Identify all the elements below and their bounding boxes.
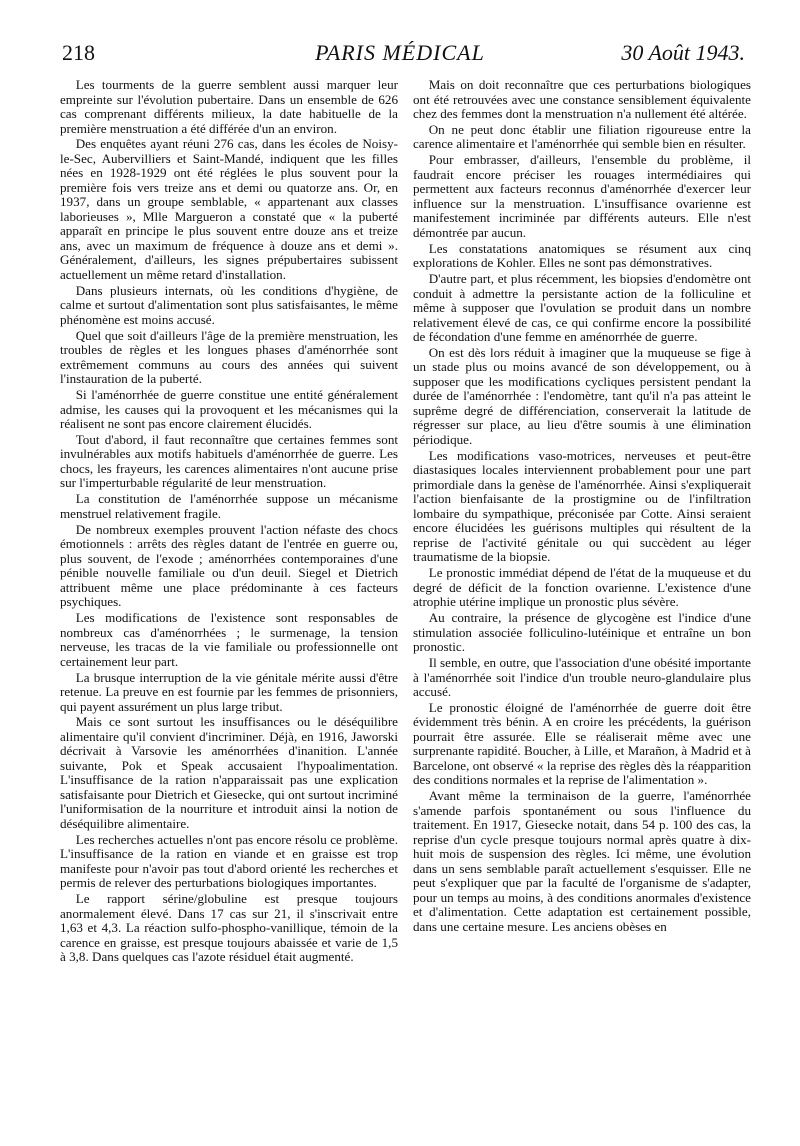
paragraph: Il semble, en outre, que l'association d'une obésité importante à l'aménorrhée soit l'indice d'un trouble neuro-glandulaire plus accusé.	[413, 655, 751, 700]
paragraph: Le rapport sérine/globuline est presque toujours anormalement élevé. Dans 17 cas sur 21, il s'inscrivait entre 1,63 et 4,3. La réaction sulfo-phospho-vanillique, témoin de la carence en graisse, est presque toujours abaissée et varie de 1,5 à 3,8. Dans quelques cas l'azote résiduel était augmenté.	[60, 891, 398, 965]
journal-title: PARIS MÉDICAL	[315, 40, 485, 65]
paragraph: Tout d'abord, il faut reconnaître que certaines femmes sont invulnérables aux motifs habituels d'aménorrhée de guerre. Les chocs, les frayeurs, les carences alimentaires n'ont aucune prise sur l'imperturbable régularité de leur menstruation.	[60, 431, 398, 491]
left-column	[60, 78, 398, 966]
paragraph: La constitution de l'aménorrhée suppose un mécanisme menstruel relativement fragile.	[60, 491, 398, 521]
right-column	[413, 78, 751, 936]
paragraph: Mais ce sont surtout les insuffisances ou le déséquilibre alimentaire qu'il convient d'incriminer. Déjà, en 1916, Jaworski décrivait à Varsovie les aménorrhées d'inanition. L'année suivante, Pok et Speak accusaient l'hypoalimentation. L'insuffisance de la ration n'apparaissait pas une explication satisfaisante pour Dietrich et Giesecke, qui ont surtout incriminé l'uniformisation de la nourriture et introduit ainsi la notion de déséquilibre alimentaire.	[60, 714, 398, 831]
page-header	[0, 0, 800, 72]
paragraph: D'autre part, et plus récemment, les biopsies d'endomètre ont conduit à admettre la persistante action de la folliculine et même à supposer que l'ovulation se produit dans un nombre relativement élevé de cas, ce qui confirme encore la possibilité de fécondation d'une femme en aménorrhée de guerre.	[413, 271, 751, 345]
paragraph: Mais on doit reconnaître que ces perturbations biologiques ont été retrouvées avec une constance sensiblement équivalente chez des femmes dont la menstruation n'a nullement été altérée.	[413, 77, 751, 121]
paragraph: On ne peut donc établir une filiation rigoureuse entre la carence alimentaire et l'aménorrhée qui semble bien en résulter.	[413, 121, 751, 152]
paragraph: Les constatations anatomiques se résument aux cinq explorations de Kohler. Elles ne sont pas démonstratives.	[413, 240, 751, 271]
paragraph: Dans plusieurs internats, où les conditions d'hygiène, de calme et surtout d'alimentation sont plus satisfaisantes, le même phénomène est moins accusé.	[60, 282, 398, 327]
paragraph: Les recherches actuelles n'ont pas encore résolu ce problème. L'insuffisance de la ration en viande et en graisse est trop manifeste pour n'avoir pas tout d'abord orienté les recherches et permis de relever des perturbations biologiques importantes.	[60, 831, 398, 891]
paragraph: Les tourments de la guerre semblent aussi marquer leur empreinte sur l'évolution pubertaire. Dans un ensemble de 626 cas comprenant différents milieux, la date habituelle de la première menstruation a été différée d'un an environ.	[60, 77, 398, 136]
paragraph: Au contraire, la présence de glycogène est l'indice d'une stimulation associée folliculino-lutéinique et entraîne un bon pronostic.	[413, 610, 751, 655]
paragraph: La brusque interruption de la vie génitale mérite aussi d'être retenue. La preuve en est fournie par les femmes de prisonniers, qui payent assurément un plus large tribut.	[60, 669, 398, 714]
paragraph: Avant même la terminaison de la guerre, l'aménorrhée s'amende parfois spontanément ou sous l'influence du traitement. En 1917, Giesecke notait, dans 54 p. 100 des cas, la reprise d'un cycle presque toujours normal après quatre à dix-huit mois de suspension des règles. Ici même, une évolution dans un sens semblable paraît actuellement s'esquisser. Elle ne peut s'expliquer que par la faculté de l'organisme de s'adapter, pour un temps au moins, à des conditions anormales d'existence et d'alimentation. Cette adaptation est certainement possible, dans une certaine mesure. Les anciens obèses en	[413, 788, 751, 934]
paragraph: Si l'aménorrhée de guerre constitue une entité généralement admise, les causes qui la provoquent et les mécanismes qui la réalisent ne sont pas encore clairement élucidés.	[60, 387, 398, 432]
paragraph: On est dès lors réduit à imaginer que la muqueuse se fige à un stade plus ou moins avancé de son développement, ou à supposer que les modifications cycliques persistent pendant la durée de l'aménorrhée : l'endomètre, tant qu'il n'a pas atteint le suprême degré de différenciation, conserverait la latitude de régresser sur place, au lieu d'être soumis à une élimination périodique.	[413, 344, 751, 447]
page-number: 218	[62, 40, 95, 65]
issue-date: 30 Août 1943.	[621, 40, 745, 65]
paragraph: Le pronostic immédiat dépend de l'état de la muqueuse et du degré de déficit de la fonction ovarienne. L'existence d'une atrophie utérine implique un pronostic plus sévère.	[413, 565, 751, 610]
paragraph: Les modifications de l'existence sont responsables de nombreux cas d'aménorrhées ; le surmenage, la tension nerveuse, les tracas de la vie familiale ou professionnelle ont certainement leur part.	[60, 610, 398, 669]
paragraph: Quel que soit d'ailleurs l'âge de la première menstruation, les troubles de règles et les longues phases d'aménorrhée sont extrêmement communs au cours des années qui suivent l'instauration de la puberté.	[60, 327, 398, 387]
paragraph: Des enquêtes ayant réuni 276 cas, dans les écoles de Noisy-le-Sec, Aubervilliers et Saint-Mandé, indiquent que les filles nées en 1928-1929 ont été réglées le plus souvent pour la première fois vers treize ans et demi ou quatorze ans. Or, en 1937, dans un groupe semblable, « appartenant aux classes laborieuses », Mlle Margueron a constaté que « la puberté apparaît en principe le plus souvent entre douze ans et treize ans, avec un maximum de fréquence à douze ans et demi ». Généralement, d'ailleurs, les signes prépubertaires subissent actuellement un même retard d'installation.	[60, 136, 398, 282]
paragraph: Les modifications vaso-motrices, nerveuses et peut-être diastasiques locales interviennent probablement pour une part primordiale dans la genèse de l'aménorrhée. Ainsi s'expliquerait l'action bienfaisante de la prostigmine ou de l'infiltration lombaire du sympathique, préconisée par Cotte. Ainsi seraient encore élucidées les guérisons multiples qui résultent de la reprise de l'activité génitale ou qui succèdent au léger traumatisme de la biopsie.	[413, 447, 751, 565]
paragraph: Le pronostic éloigné de l'aménorrhée de guerre doit être évidemment très bénin. A en croire les précédents, la guérison pourrait être assurée. Elle se réaliserait même avec une surprenante rapidité. Boucher, à Lille, et Marañon, à Madrid et à Barcelone, ont observé « la reprise des règles dès la réapparition des conditions normales et la reprise de l'alimentation ».	[413, 699, 751, 788]
paragraph: De nombreux exemples prouvent l'action néfaste des chocs émotionnels : arrêts des règles datant de l'entrée en guerre ou, plus souvent, de l'exode ; aménorrhées contemporaines d'une pénible nouvelle familiale ou d'un deuil. Siegel et Dietrich attribuent même une place prédominante à ces facteurs psychiques.	[60, 521, 398, 610]
paragraph: Pour embrasser, d'ailleurs, l'ensemble du problème, il faudrait encore préciser les rouages intermédiaires qui permettent aux facteurs reconnus d'aménorrhée d'exercer leur influence sur la menstruation. L'insuffisance ovarienne est manifestement incriminée par différents auteurs. Elle n'est démontrée par aucun.	[413, 152, 751, 240]
